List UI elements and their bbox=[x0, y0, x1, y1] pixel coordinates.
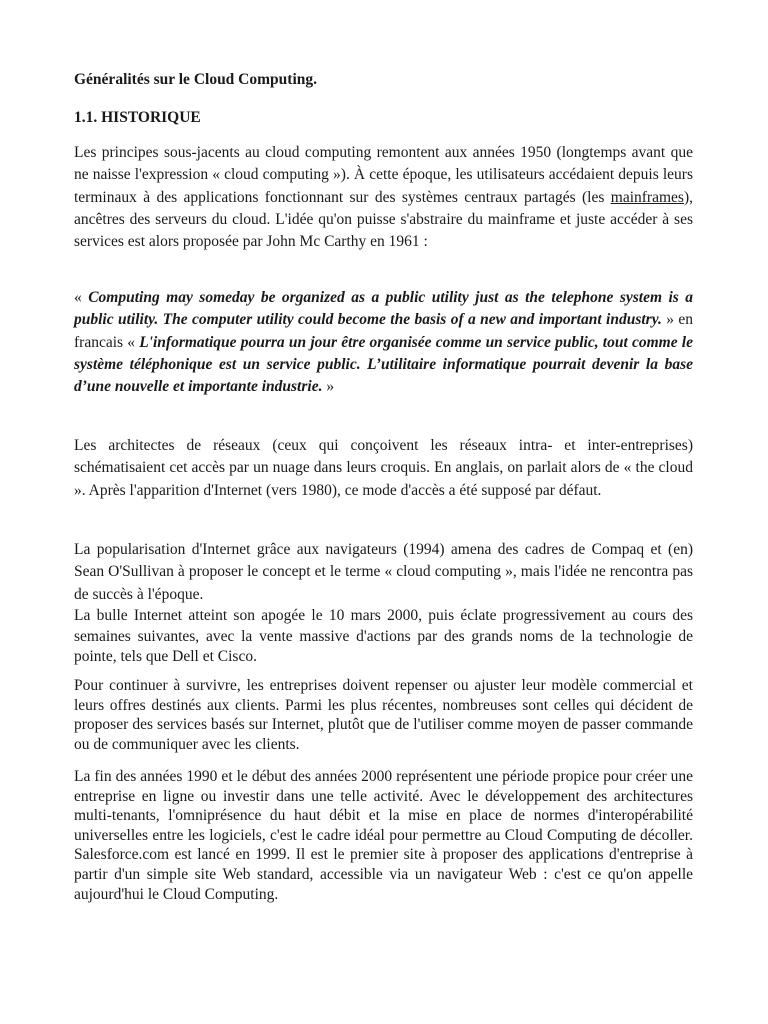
quote-french: L'informatique pourra un jour être organisée comme un service public, tout comme le système téléphonique est un service public. L’utilitaire informatique pourrait devenir la base d’une nouvelle et importante industrie. bbox=[74, 333, 693, 396]
paragraph-network-architects: Les architectes de réseaux (ceux qui conçoivent les réseaux intra- et inter-entreprises) schématisaient cet accès par un nuage dans leurs croquis. En anglais, on parlait alors de « the cloud ». Après l'apparition d'Internet (vers 1980), ce mode d'accès a été supposé par défaut. bbox=[74, 437, 693, 499]
paragraph-dotcom-bubble: La bulle Internet atteint son apogée le 10 mars 2000, puis éclate progressivement au cours des semaines suivantes, avec la vente massive d'actions par des grands noms de la technologie de pointe, tels que Dell et Cisco. bbox=[74, 607, 693, 665]
quote-translation-connector: » en francais « bbox=[74, 311, 693, 351]
paragraph-origins-text-start: Les principes sous-jacents au cloud computing remontent aux années 1950 (longtemps avant que ne naisse l'expression « cloud computing »). À cette époque, les utilisateurs accédaient depuis leurs terminaux à des applications fonctionnant sur des systèmes centraux partagés (les bbox=[74, 144, 693, 206]
quote-close-mark: » bbox=[322, 378, 335, 396]
document-title: Généralités sur le Cloud Computing. bbox=[74, 71, 317, 88]
section-heading-historique: 1.1. HISTORIQUE bbox=[74, 109, 201, 126]
quote-english: Computing may someday be organized as a public utility just as the telephone system is a public utility. The computer utility could become the basis of a new and important industry. bbox=[74, 289, 693, 329]
paragraph-mccarthy-quote bbox=[74, 287, 693, 398]
paragraph-origins bbox=[74, 142, 693, 253]
paragraph-origins-text-end: ), ancêtres des serveurs du cloud. L'idée qu'on puisse s'abstraire du mainframe et juste accéder à ses services est alors proposée par John Mc Carthy en 1961 : bbox=[74, 188, 693, 251]
paragraph-business-survival: Pour continuer à survivre, les entreprises doivent repenser ou ajuster leur modèle commercial et leurs offres destinés aux clients. Parmi les plus récentes, nombreuses sont celles qui décident de proposer des services basés sur Internet, plutôt que de l'utiliser comme moyen de passer commande ou de communiquer avec les clients. bbox=[74, 677, 693, 753]
quote-open-mark: « bbox=[74, 289, 89, 306]
mainframes-link[interactable]: mainframes bbox=[610, 188, 684, 206]
paragraph-internet-popularisation: La popularisation d'Internet grâce aux navigateurs (1994) amena des cadres de Compaq et (en) Sean O'Sullivan à proposer le concept et le terme « cloud computing », mais l'idée ne rencontra pas de succès à l'époque. bbox=[74, 541, 693, 603]
paragraph-cloud-emergence: La fin des années 1990 et le début des années 2000 représentent une période propice pour créer une entreprise en ligne ou investir dans une telle activité. Avec le développement des architectures multi-tenants, l'omniprésence du haut débit et la mise en place de normes d'interopérabilité universelles entre les logiciels, c'est le cadre idéal pour permettre au Cloud Computing de décoller. Salesforce.com est lancé en 1999. Il est le premier site à proposer des applications d'entreprise à partir d'un simple site Web standard, accessible via un navigateur Web : c'est ce qu'on appelle aujourd'hui le Cloud Computing. bbox=[74, 768, 693, 903]
